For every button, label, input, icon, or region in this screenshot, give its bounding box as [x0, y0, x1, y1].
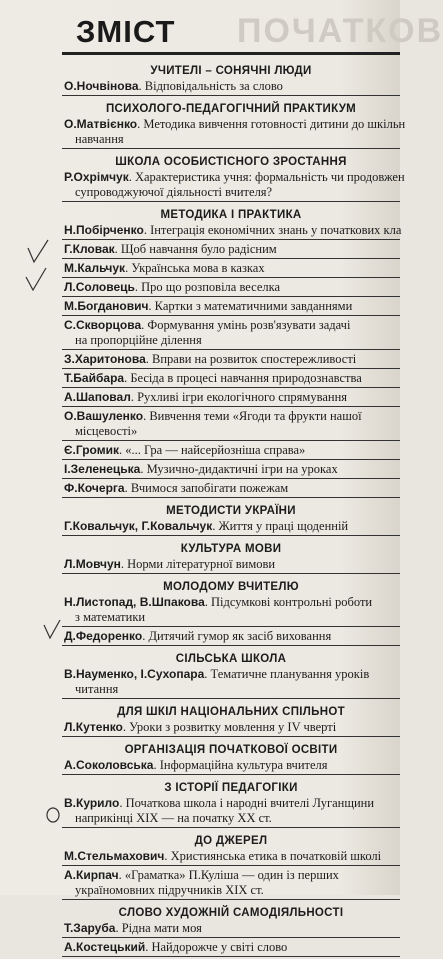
entry-rule [62, 774, 400, 775]
toc-entry [62, 390, 400, 405]
section-heading: МЕТОДИКА І ПРАКТИКА [160, 209, 302, 221]
entry-title: . Життя у праці щоденній [212, 519, 349, 533]
entry-title-continuation: читання [75, 682, 119, 696]
entry-rule [62, 315, 400, 316]
section-heading: ДЛЯ ШКІЛ НАЦІОНАЛЬНИХ СПІЛЬНОТ [117, 706, 345, 718]
toc-entry [62, 940, 400, 955]
entry-author: Л.Кутенко [64, 720, 123, 734]
toc-entry [62, 443, 400, 458]
section-heading: СЛОВО ХУДОЖНІЙ САМОДІЯЛЬНОСТІ [118, 907, 344, 919]
entry-author: Г.Кловак [64, 242, 115, 256]
section-heading: КУЛЬТУРА МОВИ [180, 543, 282, 555]
toc-entry [62, 921, 400, 936]
entry-rule [62, 497, 400, 498]
toc-entry [62, 519, 400, 534]
entry-author: О.Матвієнко [64, 117, 138, 131]
toc-content [62, 58, 406, 959]
entry-title: . Вправи на розвиток спостережливості [145, 352, 357, 366]
ghost-title: ПОЧАТКОВ [237, 12, 443, 50]
entry-author: З.Харитонова [64, 352, 146, 366]
page-header [62, 12, 443, 55]
entry-author: Г.Ковальчук, Г.Ковальчук [64, 519, 213, 533]
toc-entry [62, 352, 400, 367]
entry-title: . «... Гра — найсерйозніша справа» [118, 443, 306, 457]
toc-entry [62, 849, 400, 864]
entry-title: . Картки з математичними завданнями [148, 299, 353, 313]
entry-author: С.Скворцова [64, 318, 142, 332]
toc-entry [62, 796, 400, 811]
check-mark-1 [28, 240, 48, 262]
entry-title: . Християнська етика в початковій школі [164, 849, 382, 863]
entry-title: . Інтеграція економічних знань у початкових кла [143, 223, 402, 237]
section-heading: ШКОЛА ОСОБИСТІСНОГО ЗРОСТАННЯ [115, 156, 347, 168]
entry-title: . Рідна мати моя [115, 921, 202, 935]
toc-entry [62, 720, 400, 735]
entry-author: Є.Громик [64, 443, 119, 457]
toc-entry [62, 79, 400, 94]
section-heading: ПСИХОЛОГО-ПЕДАГОГІЧНИЙ ПРАКТИКУМ [105, 103, 357, 115]
entry-rule [62, 387, 400, 388]
toc-entry [62, 242, 400, 257]
entry-rule [62, 239, 400, 240]
entry-title: . Формування умінь розв'язувати задачі [141, 318, 351, 332]
entry-rule [62, 827, 400, 828]
entry-title: . Тематичне планування уроків [204, 667, 370, 681]
entry-author: А.Кирпач [64, 868, 119, 882]
entry-author: Р.Охрімчук [64, 170, 129, 184]
toc-entry [62, 223, 400, 238]
entry-author: А.Костецький [64, 940, 146, 954]
toc-entry-continuation [62, 132, 400, 147]
toc-entry [62, 481, 400, 496]
entry-title: . Дитячий гумор як засіб виховання [142, 629, 332, 643]
entry-author: А.Шаповал [64, 390, 131, 404]
page-title: ЗМІСТ [76, 14, 176, 49]
entry-author: Т.Заруба [64, 921, 116, 935]
entry-title: . «Граматка» П.Куліша — один із перших [118, 868, 339, 882]
entry-rule [62, 277, 400, 278]
entry-rule [62, 406, 400, 407]
section-heading: УЧИТЕЛІ – СОНЯЧНІ ЛЮДИ [150, 65, 312, 77]
section-heading: МОЛОДОМУ ВЧИТЕЛЮ [163, 581, 299, 593]
entry-title: . Вивчення теми «Ягоди та фрукти нашої [143, 409, 362, 423]
entry-title: . Найдорожче у світі слово [145, 940, 288, 954]
entry-rule [62, 937, 400, 938]
section-heading: ДО ДЖЕРЕЛ [194, 835, 268, 847]
entry-author: О.Вашуленко [64, 409, 144, 423]
entry-title: . Відповідальність за слово [138, 79, 283, 93]
toc-entry [62, 557, 400, 572]
entry-title-continuation: з математики [75, 610, 146, 624]
entry-title-continuation: супроводжуючої діяльності вчителя? [75, 185, 273, 199]
check-mark-3 [44, 620, 60, 638]
toc-entry [62, 371, 400, 386]
entry-author: О.Ночвінова [64, 79, 139, 93]
entry-title-continuation: наприкінці XIX — на початку XX ст. [75, 811, 272, 825]
entry-rule [62, 535, 400, 536]
entry-title: . Норми літературної вимови [120, 557, 276, 571]
entry-rule [62, 626, 400, 627]
entry-title: . Підсумкові контрольні роботи [204, 595, 373, 609]
entry-title-continuation: україномовних підручників XIX ст. [75, 883, 264, 897]
entry-author: Н.Листопад, В.Шпакова [64, 595, 205, 609]
entry-title: . Музично-дидактичні ігри на уроках [140, 462, 338, 476]
entry-rule [62, 459, 400, 460]
entry-rule [62, 368, 400, 369]
toc-entry [62, 667, 400, 682]
entry-rule [62, 349, 400, 350]
entry-title: . Початкова школа і народні вчителі Луганщини [119, 796, 375, 810]
entry-title: . Вчимося запобігати пожежам [124, 481, 289, 495]
entry-title: . Характеристика учня: формальність чи продовжен [128, 170, 405, 184]
entry-author: М.Стельмахович [64, 849, 165, 863]
entry-author: В.Науменко, І.Сухопара [64, 667, 205, 681]
entry-rule [62, 148, 400, 149]
toc-entry [62, 595, 400, 610]
entry-title: . Методика вивчення готовності дитини до шкільн [137, 117, 406, 131]
toc-entry [62, 170, 405, 185]
entry-title: . Бесіда в процесі навчання природознавства [124, 371, 362, 385]
toc-entry [62, 117, 406, 132]
toc-entry-continuation [62, 610, 400, 625]
entry-author: Л.Мовчун [64, 557, 121, 571]
toc-entry [62, 462, 400, 477]
entry-title: . Рухливі ігри екологічного спрямування [130, 390, 348, 404]
entry-title: . Інформаційна культура вчителя [153, 758, 328, 772]
section-heading: З ІСТОРІЇ ПЕДАГОГІКИ [164, 782, 298, 794]
entry-rule [62, 645, 400, 646]
entry-title: . Уроки з розвитку мовлення у IV чверті [122, 720, 337, 734]
entry-rule [62, 956, 400, 957]
entry-rule [62, 736, 400, 737]
entry-rule [62, 865, 400, 866]
entry-title-continuation: навчання [75, 132, 124, 146]
entry-rule [62, 478, 400, 479]
entry-title-continuation: місцевості» [75, 424, 138, 438]
entry-author: В.Курило [64, 796, 120, 810]
entry-rule [62, 296, 400, 297]
toc-entry [62, 280, 400, 295]
toc-entry-continuation [62, 424, 400, 439]
entry-rule [62, 201, 400, 202]
entry-author: І.Зеленецька [64, 462, 141, 476]
entry-title: . Українська мова в казках [125, 261, 265, 275]
toc-entry [62, 758, 400, 773]
toc-entry-continuation [62, 682, 400, 697]
entry-rule [62, 258, 400, 259]
entry-title: . Щоб навчання було радісним [114, 242, 277, 256]
entry-author: А.Соколовська [64, 758, 154, 772]
section-heading: СІЛЬСЬКА ШКОЛА [175, 653, 287, 665]
toc-entry [62, 299, 400, 314]
toc-entry [62, 261, 400, 276]
entry-rule [62, 573, 400, 574]
circle-mark [47, 808, 59, 822]
entry-rule [62, 698, 400, 699]
entry-author: Н.Побірченко [64, 223, 144, 237]
check-mark-2 [26, 268, 46, 290]
toc-entry-continuation [62, 883, 400, 898]
entry-author: Ф.Кочерга [64, 481, 125, 495]
toc-entry-continuation [62, 185, 400, 200]
section-heading: МЕТОДИСТИ УКРАЇНИ [166, 505, 296, 517]
toc-entry-continuation [62, 333, 400, 348]
entry-rule [62, 440, 400, 441]
entry-title-continuation: на пропорційне ділення [75, 333, 202, 347]
toc-entry [62, 629, 400, 644]
toc-entry-continuation [62, 811, 400, 826]
entry-author: М.Кальчук [64, 261, 126, 275]
toc-entry [62, 868, 400, 883]
toc-entry [62, 409, 400, 424]
handwritten-marks [0, 0, 60, 895]
toc-entry [62, 318, 400, 333]
entry-author: Т.Байбара [64, 371, 125, 385]
entry-author: Л.Соловець [64, 280, 135, 294]
entry-author: Д.Федоренко [64, 629, 143, 643]
entry-rule [62, 899, 400, 900]
entry-author: М.Богданович [64, 299, 149, 313]
section-heading: ОРГАНІЗАЦІЯ ПОЧАТКОВОЇ ОСВІТИ [124, 744, 338, 756]
entry-rule [62, 95, 400, 96]
entry-title: . Про що розповіла веселка [134, 280, 281, 294]
